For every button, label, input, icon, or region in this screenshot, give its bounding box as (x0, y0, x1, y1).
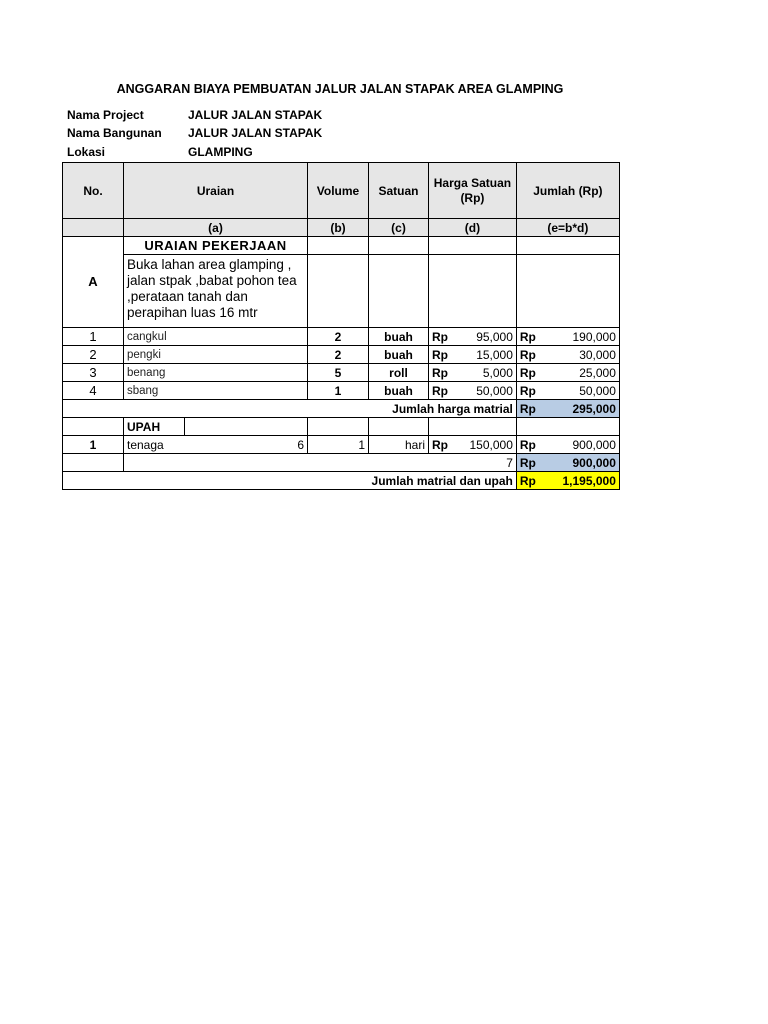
item-volume: 2 (308, 346, 369, 364)
material-subtotal-value: 295,000 (546, 400, 619, 418)
item-volume: 2 (308, 328, 369, 346)
location-label: Lokasi (67, 145, 106, 159)
table-row (63, 346, 620, 364)
total-currency: Rp (516, 346, 546, 364)
grand-total-label: Jumlah matrial dan upah (63, 472, 517, 490)
header-row (63, 163, 620, 219)
grand-total-value: 1,195,000 (546, 472, 619, 490)
item-price: 50,000 (467, 382, 517, 400)
location-value: GLAMPING (188, 145, 253, 159)
item-unit: buah (369, 382, 429, 400)
labor-count: 6 (297, 437, 304, 452)
row-no: 3 (63, 364, 124, 382)
section-description-row (63, 255, 620, 328)
item-total: 25,000 (546, 364, 619, 382)
labor-no: 1 (63, 436, 124, 454)
row-no: 4 (63, 382, 124, 400)
section-title-row (63, 237, 620, 255)
header-satuan: Satuan (369, 163, 429, 219)
item-total: 50,000 (546, 382, 619, 400)
labor-title: UPAH (124, 418, 185, 436)
item-unit: roll (369, 364, 429, 382)
subheader-d: (d) (429, 219, 517, 237)
subheader-blank (63, 219, 124, 237)
grand-total-row (63, 472, 620, 490)
labor-subtotal-row (63, 454, 620, 472)
table-row (63, 328, 620, 346)
labor-volume: 1 (308, 436, 369, 454)
material-subtotal-row (63, 400, 620, 418)
subheader-row (63, 219, 620, 237)
item-name: pengki (124, 346, 308, 364)
total-currency: Rp (516, 364, 546, 382)
price-currency: Rp (429, 346, 467, 364)
section-title: URAIAN PEKERJAAN (124, 237, 308, 255)
subheader-e: (e=b*d) (516, 219, 619, 237)
labor-subtotal-currency: Rp (516, 454, 546, 472)
labor-total: 900,000 (546, 436, 619, 454)
labor-price-currency: Rp (429, 436, 467, 454)
subheader-a: (a) (124, 219, 308, 237)
budget-table (62, 162, 620, 490)
labor-title-row (63, 418, 620, 436)
sheet-title: ANGGARAN BIAYA PEMBUATAN JALUR JALAN STAPAK AREA GLAMPING (116, 82, 564, 96)
building-value: JALUR JALAN STAPAK (188, 126, 323, 140)
item-name: sbang (124, 382, 308, 400)
header-no: No. (63, 163, 124, 219)
subheader-c: (c) (369, 219, 429, 237)
item-volume: 1 (308, 382, 369, 400)
item-name: cangkul (124, 328, 308, 346)
header-uraian: Uraian (124, 163, 308, 219)
table-row (63, 436, 620, 454)
row-no: 1 (63, 328, 124, 346)
item-total: 30,000 (546, 346, 619, 364)
item-unit: buah (369, 328, 429, 346)
price-currency: Rp (429, 382, 467, 400)
item-price: 5,000 (467, 364, 517, 382)
header-jumlah: Jumlah (Rp) (516, 163, 619, 219)
item-total: 190,000 (546, 328, 619, 346)
total-currency: Rp (516, 328, 546, 346)
labor-price: 150,000 (467, 436, 517, 454)
row-no: 2 (63, 346, 124, 364)
grand-total-currency: Rp (516, 472, 546, 490)
price-currency: Rp (429, 364, 467, 382)
material-subtotal-label: Jumlah harga matrial (63, 400, 517, 418)
item-price: 95,000 (467, 328, 517, 346)
item-price: 15,000 (467, 346, 517, 364)
labor-subtotal-value: 900,000 (546, 454, 619, 472)
section-code: A (63, 237, 124, 328)
subheader-b: (b) (308, 219, 369, 237)
section-description: Buka lahan area glamping , jalan stpak ,babat pohon tea ,perataan tanah dan perapihan luas 16 mtr (124, 255, 308, 328)
item-name: benang (124, 364, 308, 382)
labor-total-currency: Rp (516, 436, 546, 454)
item-volume: 5 (308, 364, 369, 382)
labor-unit: hari (369, 436, 429, 454)
total-currency: Rp (516, 382, 546, 400)
project-label: Nama Project (67, 108, 144, 122)
material-subtotal-currency: Rp (516, 400, 546, 418)
price-currency: Rp (429, 328, 467, 346)
table-row (63, 364, 620, 382)
header-volume: Volume (308, 163, 369, 219)
header-harga-satuan: Harga Satuan (Rp) (429, 163, 517, 219)
building-label: Nama Bangunan (67, 126, 162, 140)
item-unit: buah (369, 346, 429, 364)
labor-subtotal-label: 7 (124, 454, 517, 472)
labor-name: tenaga (127, 437, 164, 452)
project-value: JALUR JALAN STAPAK (188, 108, 323, 122)
table-row (63, 382, 620, 400)
